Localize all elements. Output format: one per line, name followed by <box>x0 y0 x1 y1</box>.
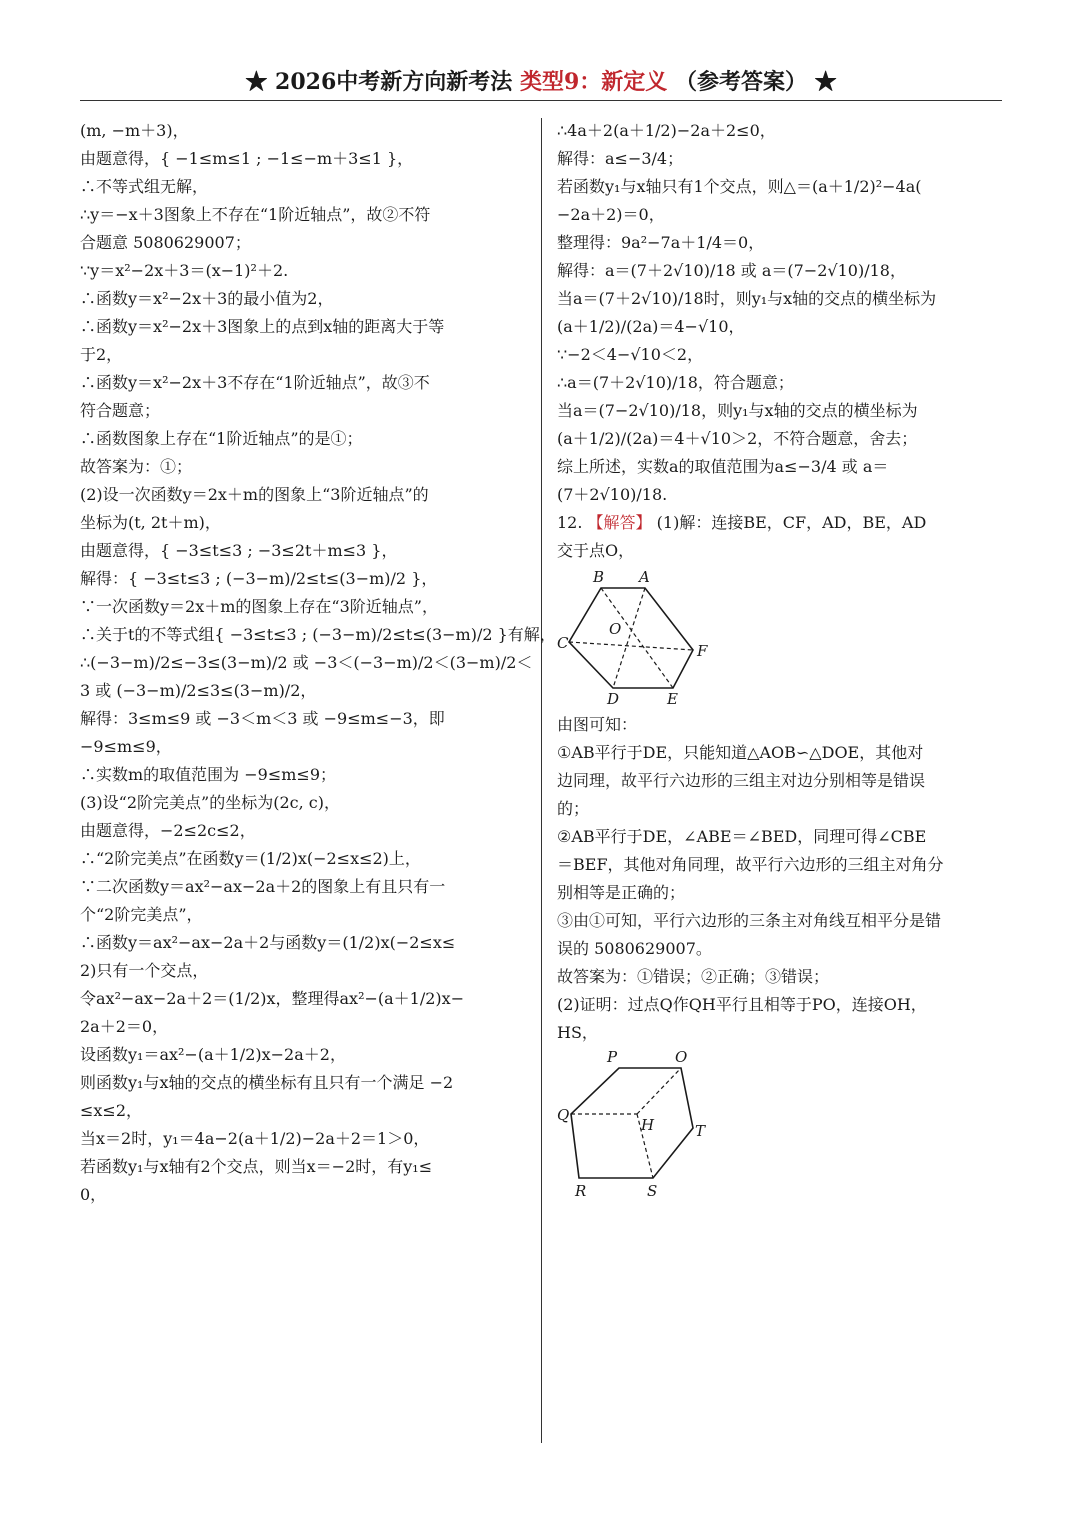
text-line: ∴实数m的取值范围为 −9≤m≤9； <box>80 765 337 784</box>
text-line: (2)证明：过点Q作QH平行且相等于PO，连接OH， <box>557 995 927 1014</box>
answer-tag: 【解答】 <box>587 513 652 532</box>
header-rule <box>80 100 1002 101</box>
hexagon-figure-2 <box>557 1050 727 1200</box>
point-label: H <box>641 1116 655 1134</box>
text-line: 当a＝(7−2√10)/18，则y₁与x轴的交点的横坐标为 <box>557 401 918 420</box>
text-line: 故答案为：①； <box>80 457 193 476</box>
point-label: Q <box>557 1106 570 1124</box>
left-column <box>80 120 556 1212</box>
text-line: ∴函数图象上存在“1阶近轴点”的是①； <box>80 429 363 448</box>
text-line: (7＋2√10)/18. <box>557 485 668 504</box>
header-star-left: ★ <box>245 69 268 95</box>
text-line: ∴函数y＝ax²−ax−2a＋2与函数y＝(1/2)x(−2≤x≤ <box>80 933 456 952</box>
text-line: ∴“2阶完美点”在函数y＝(1/2)x(−2≤x≤2)上， <box>80 849 421 868</box>
text-line: ∴函数y＝x²−2x＋3的最小值为2， <box>80 289 334 308</box>
problem-line: (1)解：连接BE，CF，AD，BE，AD <box>656 513 927 532</box>
header-suffix: （参考答案） <box>674 69 807 95</box>
text-line: 由图可知： <box>557 715 638 734</box>
point-label: R <box>575 1182 587 1200</box>
text-line: 解得：a＝(7＋2√10)/18 或 a＝(7−2√10)/18， <box>557 261 906 280</box>
text-line: ∴4a＋2(a＋1/2)−2a＋2≤0， <box>557 121 776 140</box>
text-line: ∴不等式组无解， <box>80 177 209 196</box>
text-line: 解得：3≤m≤9 或 −3＜m＜3 或 −9≤m≤−3，即 <box>80 709 445 728</box>
text-line: ②AB平行于DE，∠ABE＝∠BED，同理可得∠CBE <box>557 827 927 846</box>
text-line: 若函数y₁与x轴有2个交点，则当x＝−2时，有y₁≤ <box>80 1157 433 1176</box>
text-line: (a＋1/2)/(2a)＝4＋√10＞2，不符合题意，舍去； <box>557 429 918 448</box>
text-line: 解得：a≤−3/4； <box>557 149 684 168</box>
text-line: ∴函数y＝x²−2x＋3图象上的点到x轴的距离大于等 <box>80 317 445 336</box>
text-line: 综上所述，实数a的取值范围为a≤−3/4 或 a＝ <box>557 457 889 476</box>
text-line: HS， <box>557 1023 598 1042</box>
text-line: 2a＋2＝0， <box>80 1017 169 1036</box>
text-line: 由题意得，−2≤2c≤2， <box>80 821 256 840</box>
page-header <box>80 64 1002 100</box>
text-line: ①AB平行于DE，只能知道△AOB∽△DOE，其他对 <box>557 743 924 762</box>
text-line: 0， <box>80 1185 107 1204</box>
text-line: −9≤m≤9， <box>80 737 172 756</box>
point-label: O <box>675 1050 688 1066</box>
text-line: ≤x≤2， <box>80 1101 143 1120</box>
text-line: 当a＝(7＋2√10)/18时，则y₁与x轴的交点的横坐标为 <box>557 289 937 308</box>
header-star-right: ★ <box>814 69 837 95</box>
text-line: 3 或 (−3−m)/2≤3≤(3−m)/2， <box>80 681 317 700</box>
text-line: 交于点O， <box>557 541 635 560</box>
text-line: 若函数y₁与x轴只有1个交点，则△＝(a＋1/2)²−4a( <box>557 177 922 196</box>
text-line: 合题意 5080629007； <box>80 233 251 252</box>
point-label: F <box>697 642 708 660</box>
point-label: O <box>609 620 622 638</box>
problem-number: 12. <box>557 513 583 532</box>
text-line: 边同理，故平行六边形的三组主对边分别相等是错误 <box>557 771 926 790</box>
text-line: 于2， <box>80 345 123 364</box>
text-line: 故答案为：①错误；②正确；③错误； <box>557 967 830 986</box>
text-line: (m, −m＋3)， <box>80 121 189 140</box>
text-line: ∵二次函数y＝ax²−ax−2a＋2的图象上有且只有一 <box>80 877 446 896</box>
text-line: 2)只有一个交点， <box>80 961 209 980</box>
text-line: ∴关于t的不等式组{ −3≤t≤3 ; (−3−m)/2≤t≤(3−m)/2 }有解， <box>80 625 556 644</box>
right-column <box>557 120 987 1206</box>
text-line: (2)设一次函数y＝2x＋m的图象上“3阶近轴点”的 <box>80 485 429 504</box>
text-line: 当x＝2时，y₁＝4a−2(a＋1/2)−2a＋2＝1＞0， <box>80 1129 430 1148</box>
text-line: ∵y＝x²−2x＋3＝(x−1)²＋2. <box>80 261 289 280</box>
text-line: 别相等是正确的； <box>557 883 686 902</box>
text-line: (3)设“2阶完美点”的坐标为(2c, c)， <box>80 793 340 812</box>
point-label: A <box>639 568 650 586</box>
text-line: 则函数y₁与x轴的交点的横坐标有且只有一个满足 −2 <box>80 1073 454 1092</box>
text-line: 符合题意； <box>80 401 161 420</box>
header-prefix: 2026中考新方向新考法 <box>275 69 513 95</box>
text-line: 设函数y₁＝ax²−(a＋1/2)x−2a＋2， <box>80 1045 346 1064</box>
text-line: 个“2阶完美点”， <box>80 905 203 924</box>
header-category: 类型9：新定义 <box>519 69 668 95</box>
text-line: ∵一次函数y＝2x＋m的图象上存在“3阶近轴点”， <box>80 597 438 616</box>
point-label: D <box>607 690 620 708</box>
text-line: ∴a＝(7＋2√10)/18，符合题意； <box>557 373 794 392</box>
text-line: ∴(−3−m)/2≤−3≤(3−m)/2 或 −3＜(−3−m)/2＜(3−m)/2＜ <box>80 653 533 672</box>
point-label: P <box>607 1050 618 1066</box>
point-label: B <box>593 568 605 586</box>
point-label: E <box>667 690 678 708</box>
text-line: 误的 5080629007。 <box>557 939 712 958</box>
column-divider <box>541 118 542 1443</box>
text-line: ∵−2＜4−√10＜2， <box>557 345 704 364</box>
text-line: 的； <box>557 799 590 818</box>
problem-12-heading <box>557 512 987 534</box>
point-label: T <box>695 1122 706 1140</box>
text-line: 整理得：9a²−7a＋1/4＝0， <box>557 233 765 252</box>
text-line: 解得：{ −3≤t≤3 ; (−3−m)/2≤t≤(3−m)/2 }， <box>80 569 438 588</box>
hexagon-figure-1 <box>557 568 727 708</box>
point-label: C <box>557 634 569 652</box>
point-label: S <box>647 1182 658 1200</box>
text-line: (a＋1/2)/(2a)＝4−√10， <box>557 317 745 336</box>
text-line: ③由①可知，平行六边形的三条主对角线互相平分是错 <box>557 911 942 930</box>
text-line: 由题意得，{ −1≤m≤1 ; −1≤−m＋3≤1 }， <box>80 149 414 168</box>
text-line: 坐标为(t, 2t＋m)， <box>80 513 221 532</box>
text-line: ∴函数y＝x²−2x＋3不存在“1阶近轴点”，故③不 <box>80 373 430 392</box>
text-line: −2a＋2)＝0， <box>557 205 665 224</box>
text-line: ∴y＝−x＋3图象上不存在“1阶近轴点”，故②不符 <box>80 205 431 224</box>
text-line: 由题意得，{ −3≤t≤3 ; −3≤2t＋m≤3 }， <box>80 541 398 560</box>
text-line: ＝BEF，其他对角同理，故平行六边形的三组主对角分 <box>557 855 944 874</box>
text-line: 令ax²−ax−2a＋2＝(1/2)x，整理得ax²−(a＋1/2)x− <box>80 989 465 1008</box>
